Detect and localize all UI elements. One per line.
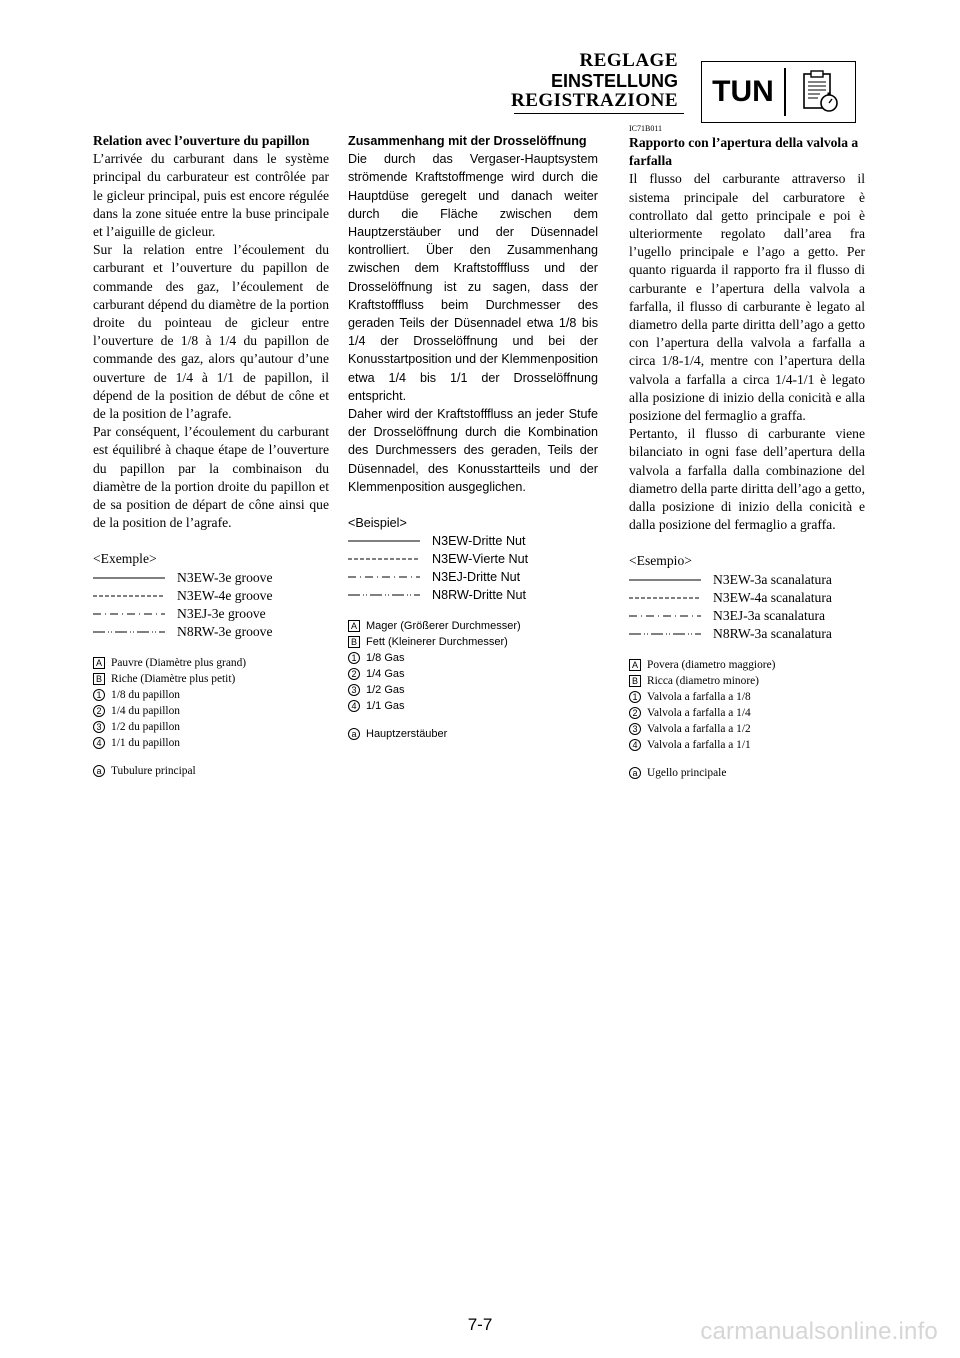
key-text: Fett (Kleinerer Durchmesser) [366,636,508,649]
solid-line-icon [629,577,701,583]
key-item [93,735,329,751]
legend-row [629,571,865,589]
legend-label: N3EJ-Dritte Nut [432,570,521,585]
column-french [93,132,329,779]
key-list [93,655,329,779]
key-marker: A [348,620,360,632]
legend-label: N3EW-3a scanalatura [713,571,832,587]
dash-double-dot-line-icon [629,631,701,637]
key-list [629,657,865,781]
watermark: carmanualsonline.info [700,1318,938,1345]
key-item [348,650,598,666]
key-text: 1/1 du papillon [111,736,180,749]
key-text: Valvola a farfalla a 1/8 [647,690,751,703]
dash-dot-line-icon [348,574,420,580]
key-text: Ricca (diametro minore) [647,674,759,687]
legend-label: N3EJ-3a scanalatura [713,607,826,623]
key-item [93,687,329,703]
key-item [93,655,329,671]
key-item [348,618,598,634]
key-item [348,726,598,742]
dash-dot-line-icon [93,611,165,617]
key-marker: a [348,728,360,740]
column-italian [629,124,865,781]
paragraph: Par conséquent, l’écoulement du carburant est équilibré à chaque étape de l’ouverture du papillon par la combinaison du diamètre de la portion droite du papillon et de sa position de départ de cône ainsi que de la position de l’agrafe. [93,424,329,531]
key-text: Riche (Diamètre plus petit) [111,672,236,685]
key-item [629,689,865,705]
legend-row [93,569,329,587]
key-item [93,719,329,735]
legend-row [93,587,329,605]
key-text: 1/8 du papillon [111,688,180,701]
key-item [629,737,865,753]
paragraph: Sur la relation entre l’écoulement du carburant et l’ouverture du papillon de commande des gaz, l’écoulement de carburant dépend du diamètre de la portion droite du pointeau de gicleur entre l’ouverture de 1/8 à 1/4 du papillon de commande des gaz, alors qu’autour d’une ouverture de 1/4 à 1/1 de papillon, il dépend de la position de début de cône et de la position de l’agrafe. [93,242,329,422]
key-text: 1/4 du papillon [111,704,180,717]
key-marker: 3 [348,684,360,696]
key-item [629,673,865,689]
paragraph: L’arrivée du carburant dans le système principal du carburateur est contrôlée par le gicleur principal, puis est encore régulée dans la zone située entre la buse principale et l’aiguille de gicleur. [93,151,329,240]
page-number: 7-7 [467,1315,493,1334]
key-text: Povera (diametro maggiore) [647,658,776,671]
key-marker: 2 [348,668,360,680]
paragraph: Pertanto, il flusso di carburante viene bilanciato in ogni fase dell’apertura della valvola a farfalla dalla combinazione del diametro della parte diritta dell’ago a getto, dalla posizione di inizio della conicità e dalla posizione del fermaglio a graffa. [629,426,865,533]
key-marker: B [348,636,360,648]
dash-double-dot-line-icon [348,592,420,598]
key-text: Hauptzerstäuber [366,728,448,741]
example-title: <Exemple> [93,551,157,567]
legend-label: N3EW-Dritte Nut [432,534,526,549]
key-text: 1/1 Gas [366,700,405,713]
key-marker: B [629,675,641,687]
dash-double-dot-line-icon [93,629,165,635]
key-text: Ugello principale [647,766,727,779]
section-heading: Zusammenhang mit der Drosselöffnung [348,134,587,148]
key-marker: 2 [629,707,641,719]
legend-label: N8RW-3a scanalatura [713,625,832,641]
key-text: 1/2 Gas [366,684,405,697]
key-item [93,671,329,687]
solid-line-icon [348,538,420,544]
legend-label: N3EW-4a scanalatura [713,589,832,605]
column-german [348,132,598,742]
key-marker: a [629,767,641,779]
key-marker: B [93,673,105,685]
legend-row [629,625,865,643]
key-marker: 1 [93,689,105,701]
dashed-line-icon [629,595,701,601]
key-marker: 3 [93,721,105,733]
clipboard-stopwatch-icon [786,62,856,122]
legend-row [629,589,865,607]
key-item [348,682,598,698]
legend-row [93,623,329,641]
legend-row [348,550,598,568]
key-marker: A [629,659,641,671]
key-text: 1/2 du papillon [111,720,180,733]
dashed-line-icon [93,593,165,599]
key-item [629,721,865,737]
key-text: 1/8 Gas [366,652,405,665]
legend-label: N3EJ-3e groove [177,605,266,621]
key-item [629,705,865,721]
key-marker: 1 [629,691,641,703]
key-marker: 4 [348,700,360,712]
key-item [348,666,598,682]
key-item [93,763,329,779]
key-text: Valvola a farfalla a 1/1 [647,738,751,751]
example-title: <Esempio> [629,553,692,569]
key-text: Tubulure principal [111,764,196,777]
paragraph: Il flusso del carburante attraverso il sistema principale del carburatore è controllato dal getto principale e poi è ulteriormente regolato dall’area fra l’ugello principale e l’ago a getto. Per quanto riguarda il rapporto fra il flusso di carburante e l’apertura della valvola a farfalla, il flusso di carburante è legato al diametro della parte diritta dell’ago a getto con l’apertura della valvola a farfalla a circa 1/8-1/4, mentre con l’apertura della valvola a farfalla a circa 1/4-1/1 è legato alla posizione di inizio della conicità e alla posizione del fermaglio a graffa. [629,171,865,424]
key-item [93,703,329,719]
key-item [348,698,598,714]
key-text: 1/4 Gas [366,668,405,681]
dashed-line-icon [348,556,420,562]
dash-dot-line-icon [629,613,701,619]
legend-label: N3EW-4e groove [177,587,273,603]
legend-row [348,586,598,604]
legend-row [348,532,598,550]
header-title-it: REGISTRAZIONE [511,90,678,111]
key-marker: 4 [629,739,641,751]
key-item [629,657,865,673]
legend-label: N8RW-Dritte Nut [432,588,527,603]
legend-row [348,568,598,586]
key-marker: 2 [93,705,105,717]
key-marker: 4 [93,737,105,749]
section-badge-label: TUN [712,75,774,108]
legend-row [93,605,329,623]
key-marker: 1 [348,652,360,664]
key-text: Valvola a farfalla a 1/2 [647,722,751,735]
legend-label: N3EW-Vierte Nut [432,552,529,567]
key-marker: 3 [629,723,641,735]
header-title-de: EINSTELLUNG [550,71,678,91]
key-text: Mager (Größerer Durchmesser) [366,620,521,633]
key-marker: A [93,657,105,669]
section-badge [701,61,856,123]
solid-line-icon [93,575,165,581]
legend-label: N3EW-3e groove [177,569,273,585]
key-item [629,765,865,781]
key-text: Pauvre (Diamètre plus grand) [111,656,247,669]
legend-row [629,607,865,625]
key-item [348,634,598,650]
example-title: <Beispiel> [348,516,407,531]
header-rule [514,113,684,114]
key-marker: a [93,765,105,777]
key-list [348,618,598,742]
section-heading: Rapporto con l’apertura della valvola a farfalla [629,135,859,169]
paragraph: Die durch das Vergaser-Hauptsystem strömende Kraftstoffmenge wird durch die Hauptdüse geregelt und danach weiter durch die Fläche zwischen dem Hauptzerstäuber und der Düsennadel kontrolliert. Über den Zusammenhang zwischen dem Kraftstofffluss und der Drosselöffnung ist zu sagen, dass der Kraftstofffluss beim Durchmesser des geraden Teils der Düsennadel etwa 1/8 bis 1/4 der Drosselöffnung und bei der Konusstartposition und der Klemmenposition etwa 1/4 bis 1/1 der Drosselöffnung entspricht. [348,152,598,403]
header-title-fr: REGLAGE [579,50,678,71]
section-heading: Relation avec l’ouverture du papillon [93,133,310,148]
reference-code: IC71B011 [629,124,663,133]
legend-label: N8RW-3e groove [177,623,273,639]
paragraph: Daher wird der Kraftstofffluss an jeder Stufe der Drosselöffnung durch die Kombination des Durchmessers des geraden, Teils der Düsennadel, des Konusstartteils und der Klemmenposition ausgeglichen. [348,407,598,494]
key-text: Valvola a farfalla a 1/4 [647,706,751,719]
